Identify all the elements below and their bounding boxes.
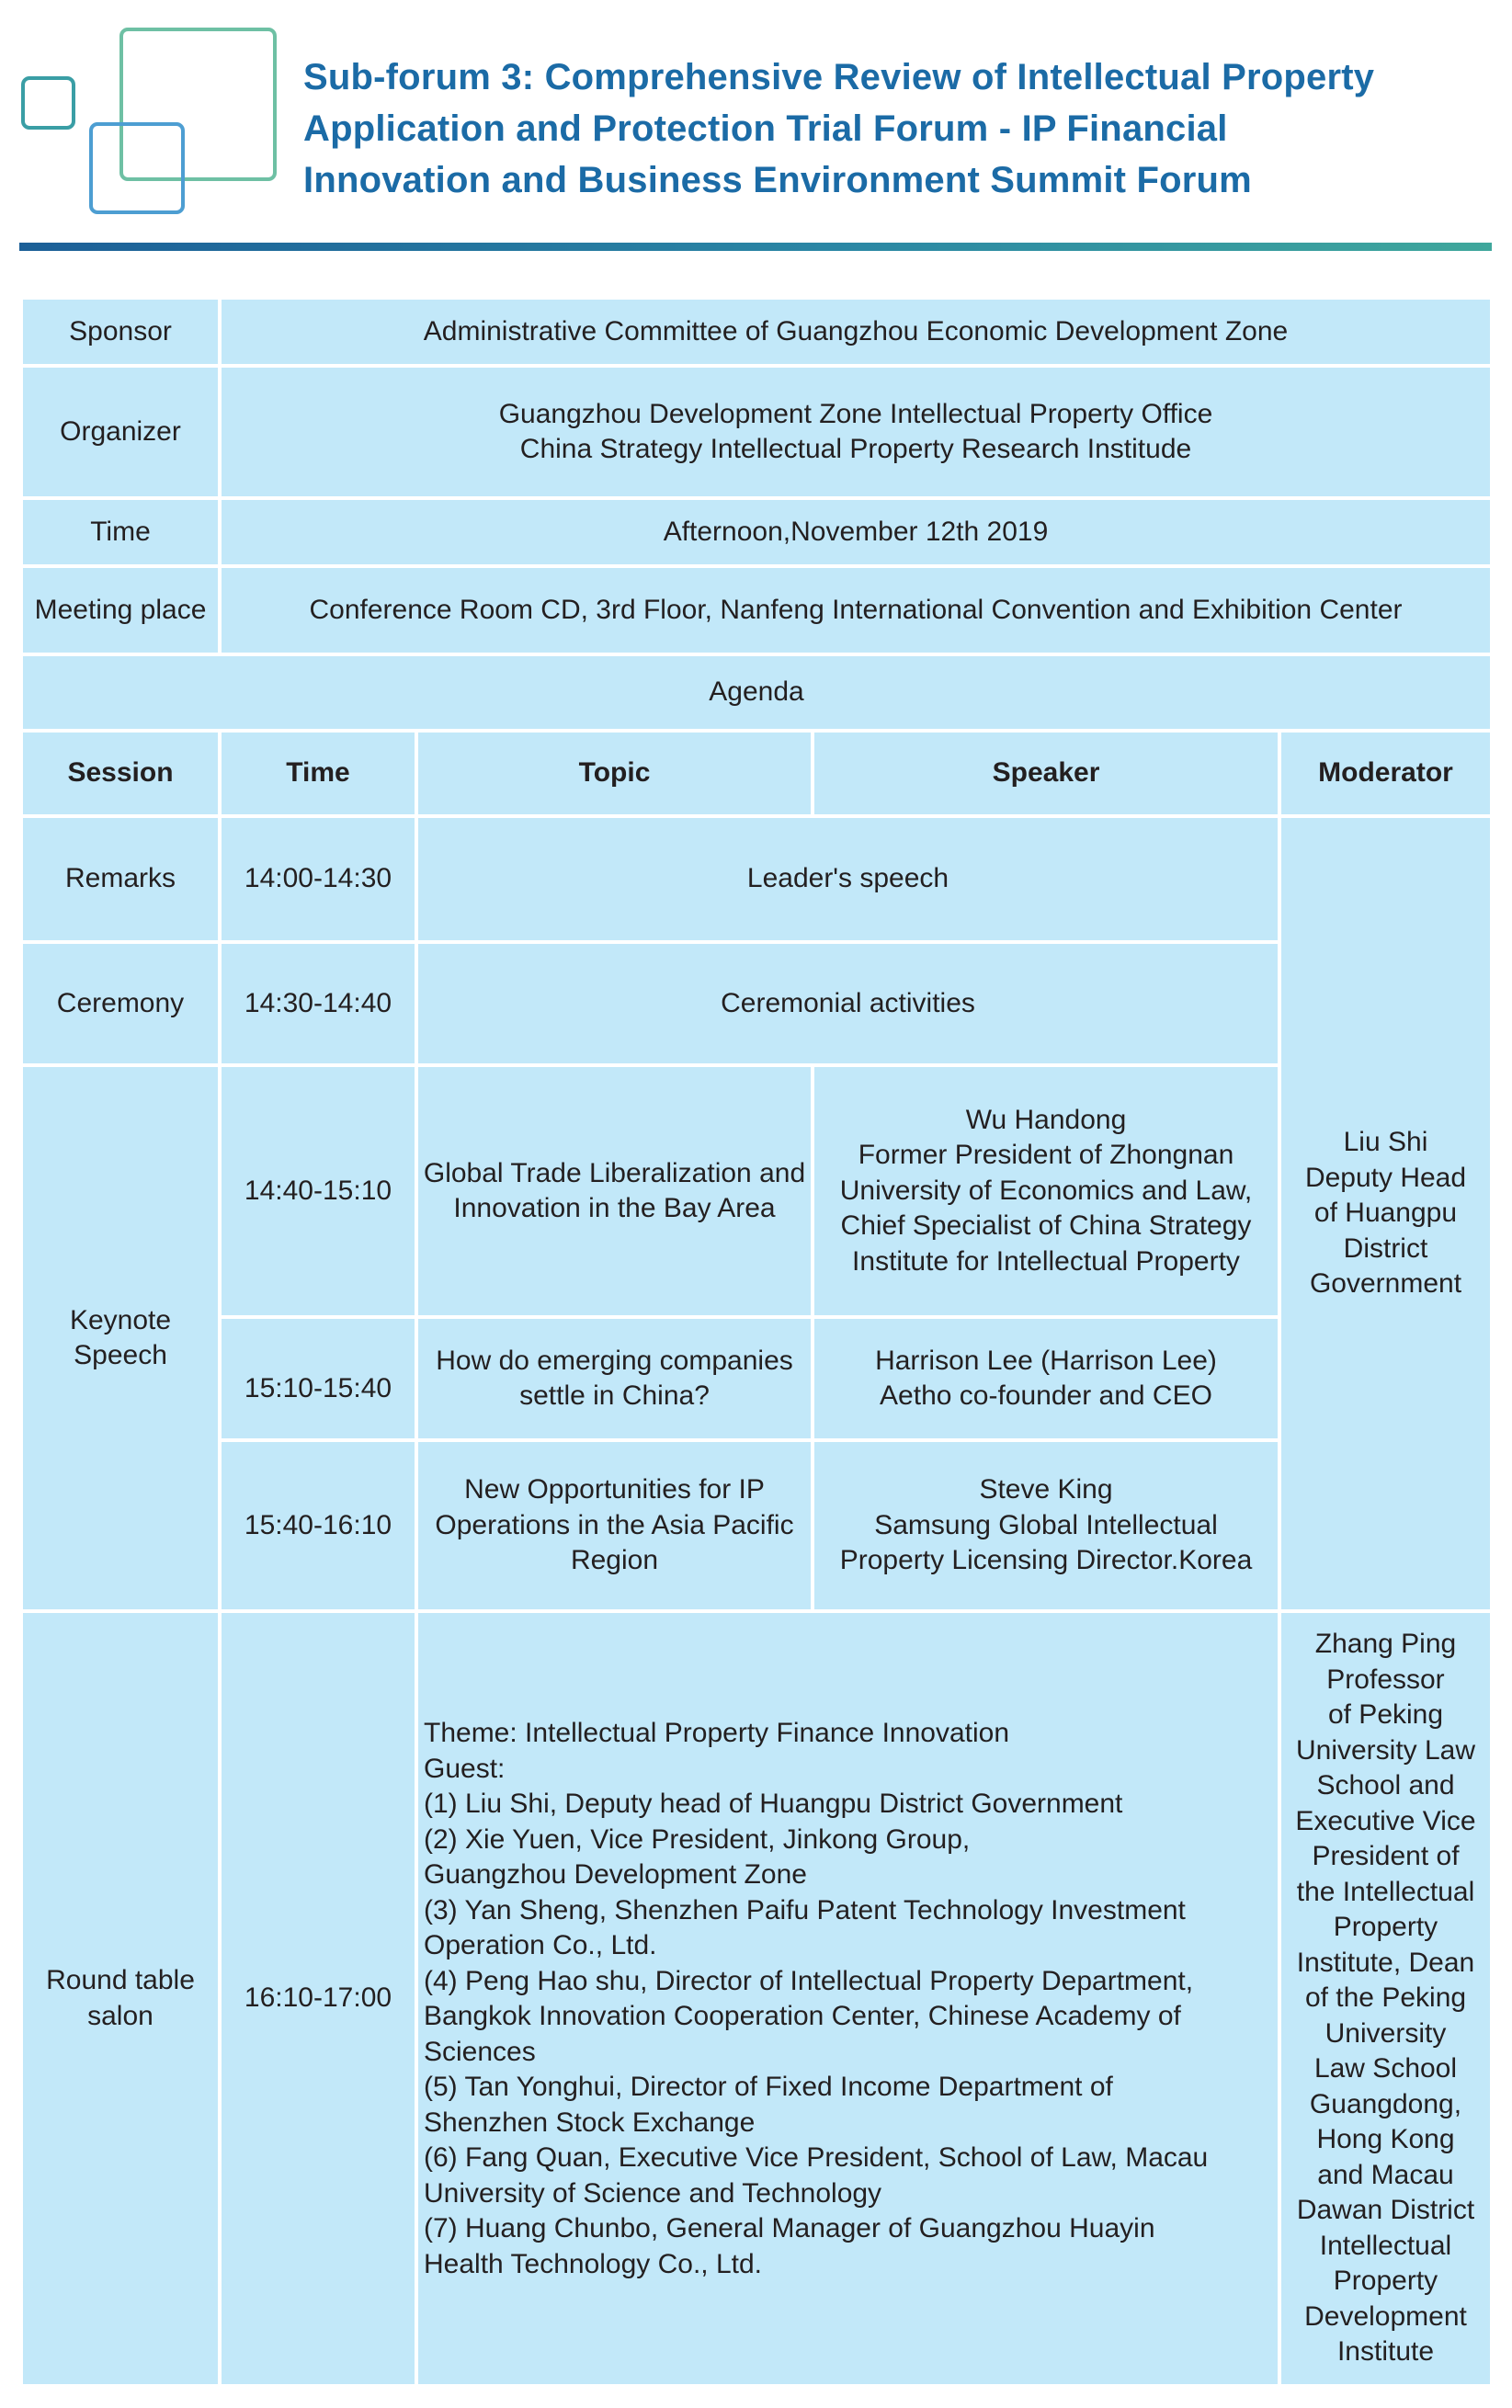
col-header-session: Session: [23, 733, 218, 814]
round-table-theme: Theme: Intellectual Property Finance Innovation: [424, 1718, 1010, 1748]
page-title: [303, 51, 1498, 206]
speaker-keynote-2: Harrison Lee (Harrison Lee) Aetho co-founder and CEO: [814, 1319, 1278, 1438]
speaker-keynote-3: Steve King Samsung Global Intellectual Property Licensing Director.Korea: [814, 1442, 1278, 1609]
time-keynote-3: 15:40-16:10: [222, 1442, 415, 1609]
guest-list: [424, 1787, 1269, 2282]
time-remarks: 14:00-14:30: [222, 818, 415, 940]
session-remarks: Remarks: [23, 818, 218, 940]
organizer-line: China Strategy Intellectual Property Research Institude: [519, 434, 1192, 464]
organizer-value: [222, 368, 1490, 496]
sponsor-value: Administrative Committee of Guangzhou Economic Development Zone: [222, 300, 1490, 364]
topic-keynote-1: Global Trade Liberalization and Innovation in the Bay Area: [418, 1067, 811, 1315]
guest-item: (5) Tan Yonghui, Director of Fixed Income Department of Shenzhen Stock Exchange: [424, 2072, 1113, 2138]
decor-square-medium: [89, 122, 185, 214]
col-header-topic: Topic: [418, 733, 811, 814]
topic-remarks: Leader's speech: [418, 818, 1278, 940]
time-ceremony: 14:30-14:40: [222, 944, 415, 1063]
session-ceremony: Ceremony: [23, 944, 218, 1063]
speaker-keynote-1: Wu Handong Former President of Zhongnan University of Economics and Law, Chief Specialist of China Strategy Institute for Intellectual Property: [814, 1067, 1278, 1315]
sponsor-label: Sponsor: [23, 300, 218, 364]
meeting-place-label: Meeting place: [23, 568, 218, 653]
time-label: Time: [23, 500, 218, 564]
col-header-moderator: Moderator: [1281, 733, 1490, 814]
organizer-label: Organizer: [23, 368, 218, 496]
header-divider: [19, 243, 1492, 251]
moderator-keynote: Liu Shi Deputy Head of Huangpu District Government: [1281, 818, 1490, 1609]
guest-item: (7) Huang Chunbo, General Manager of Guangzhou Huayin Health Technology Co., Ltd.: [424, 2213, 1155, 2279]
guest-item: (2) Xie Yuen, Vice President, Jinkong Group, Guangzhou Development Zone: [424, 1823, 971, 1890]
guest-item: (6) Fang Quan, Executive Vice President, School of Law, Macau University of Science and Technology: [424, 2142, 1209, 2209]
time-round-table: 16:10-17:00: [222, 1613, 415, 2384]
col-header-speaker: Speaker: [814, 733, 1278, 814]
time-value: Afternoon,November 12th 2019: [222, 500, 1490, 564]
page-title-line: Application and Protection Trial Forum - IP Financial: [303, 108, 1228, 149]
decor-square-small: [21, 76, 75, 130]
guest-item: (3) Yan Sheng, Shenzhen Paifu Patent Technology Investment Operation Co., Ltd.: [424, 1894, 1186, 1960]
meeting-place-value: Conference Room CD, 3rd Floor, Nanfeng International Convention and Exhibition Center: [222, 568, 1490, 653]
topic-keynote-3: New Opportunities for IP Operations in the Asia Pacific Region: [418, 1442, 811, 1609]
session-keynote: Keynote Speech: [23, 1067, 218, 1609]
topic-round-table: [418, 1613, 1278, 2384]
topic-keynote-2: How do emerging companies settle in China?: [418, 1319, 811, 1438]
time-keynote-1: 14:40-15:10: [222, 1067, 415, 1315]
round-table-guest-label: Guest:: [424, 1753, 506, 1784]
guest-item: (4) Peng Hao shu, Director of Intellectual Property Department, Bangkok Innovation Cooperation Center, Chinese Academy of Sciences: [424, 1965, 1194, 2067]
agenda-title: Agenda: [23, 656, 1490, 729]
moderator-round-table: Zhang Ping Professor of Peking University Law School and Executive Vice President of the Intellectual Property Institute, Dean of the Peking University Law School Guangdong, Hong Kong and Macau Dawan District Intellectual Property Development Institute: [1281, 1613, 1490, 2384]
col-header-time: Time: [222, 733, 415, 814]
page-title-line: Sub-forum 3: Comprehensive Review of Intellectual Property: [303, 57, 1375, 97]
guest-item: (1) Liu Shi, Deputy head of Huangpu District Government: [424, 1789, 1123, 1819]
page-title-line: Innovation and Business Environment Summit Forum: [303, 160, 1252, 200]
session-round-table: Round table salon: [23, 1613, 218, 2384]
topic-ceremony: Ceremonial activities: [418, 944, 1278, 1063]
organizer-line: Guangzhou Development Zone Intellectual Property Office: [498, 398, 1213, 429]
time-keynote-2: 15:10-15:40: [222, 1319, 415, 1438]
